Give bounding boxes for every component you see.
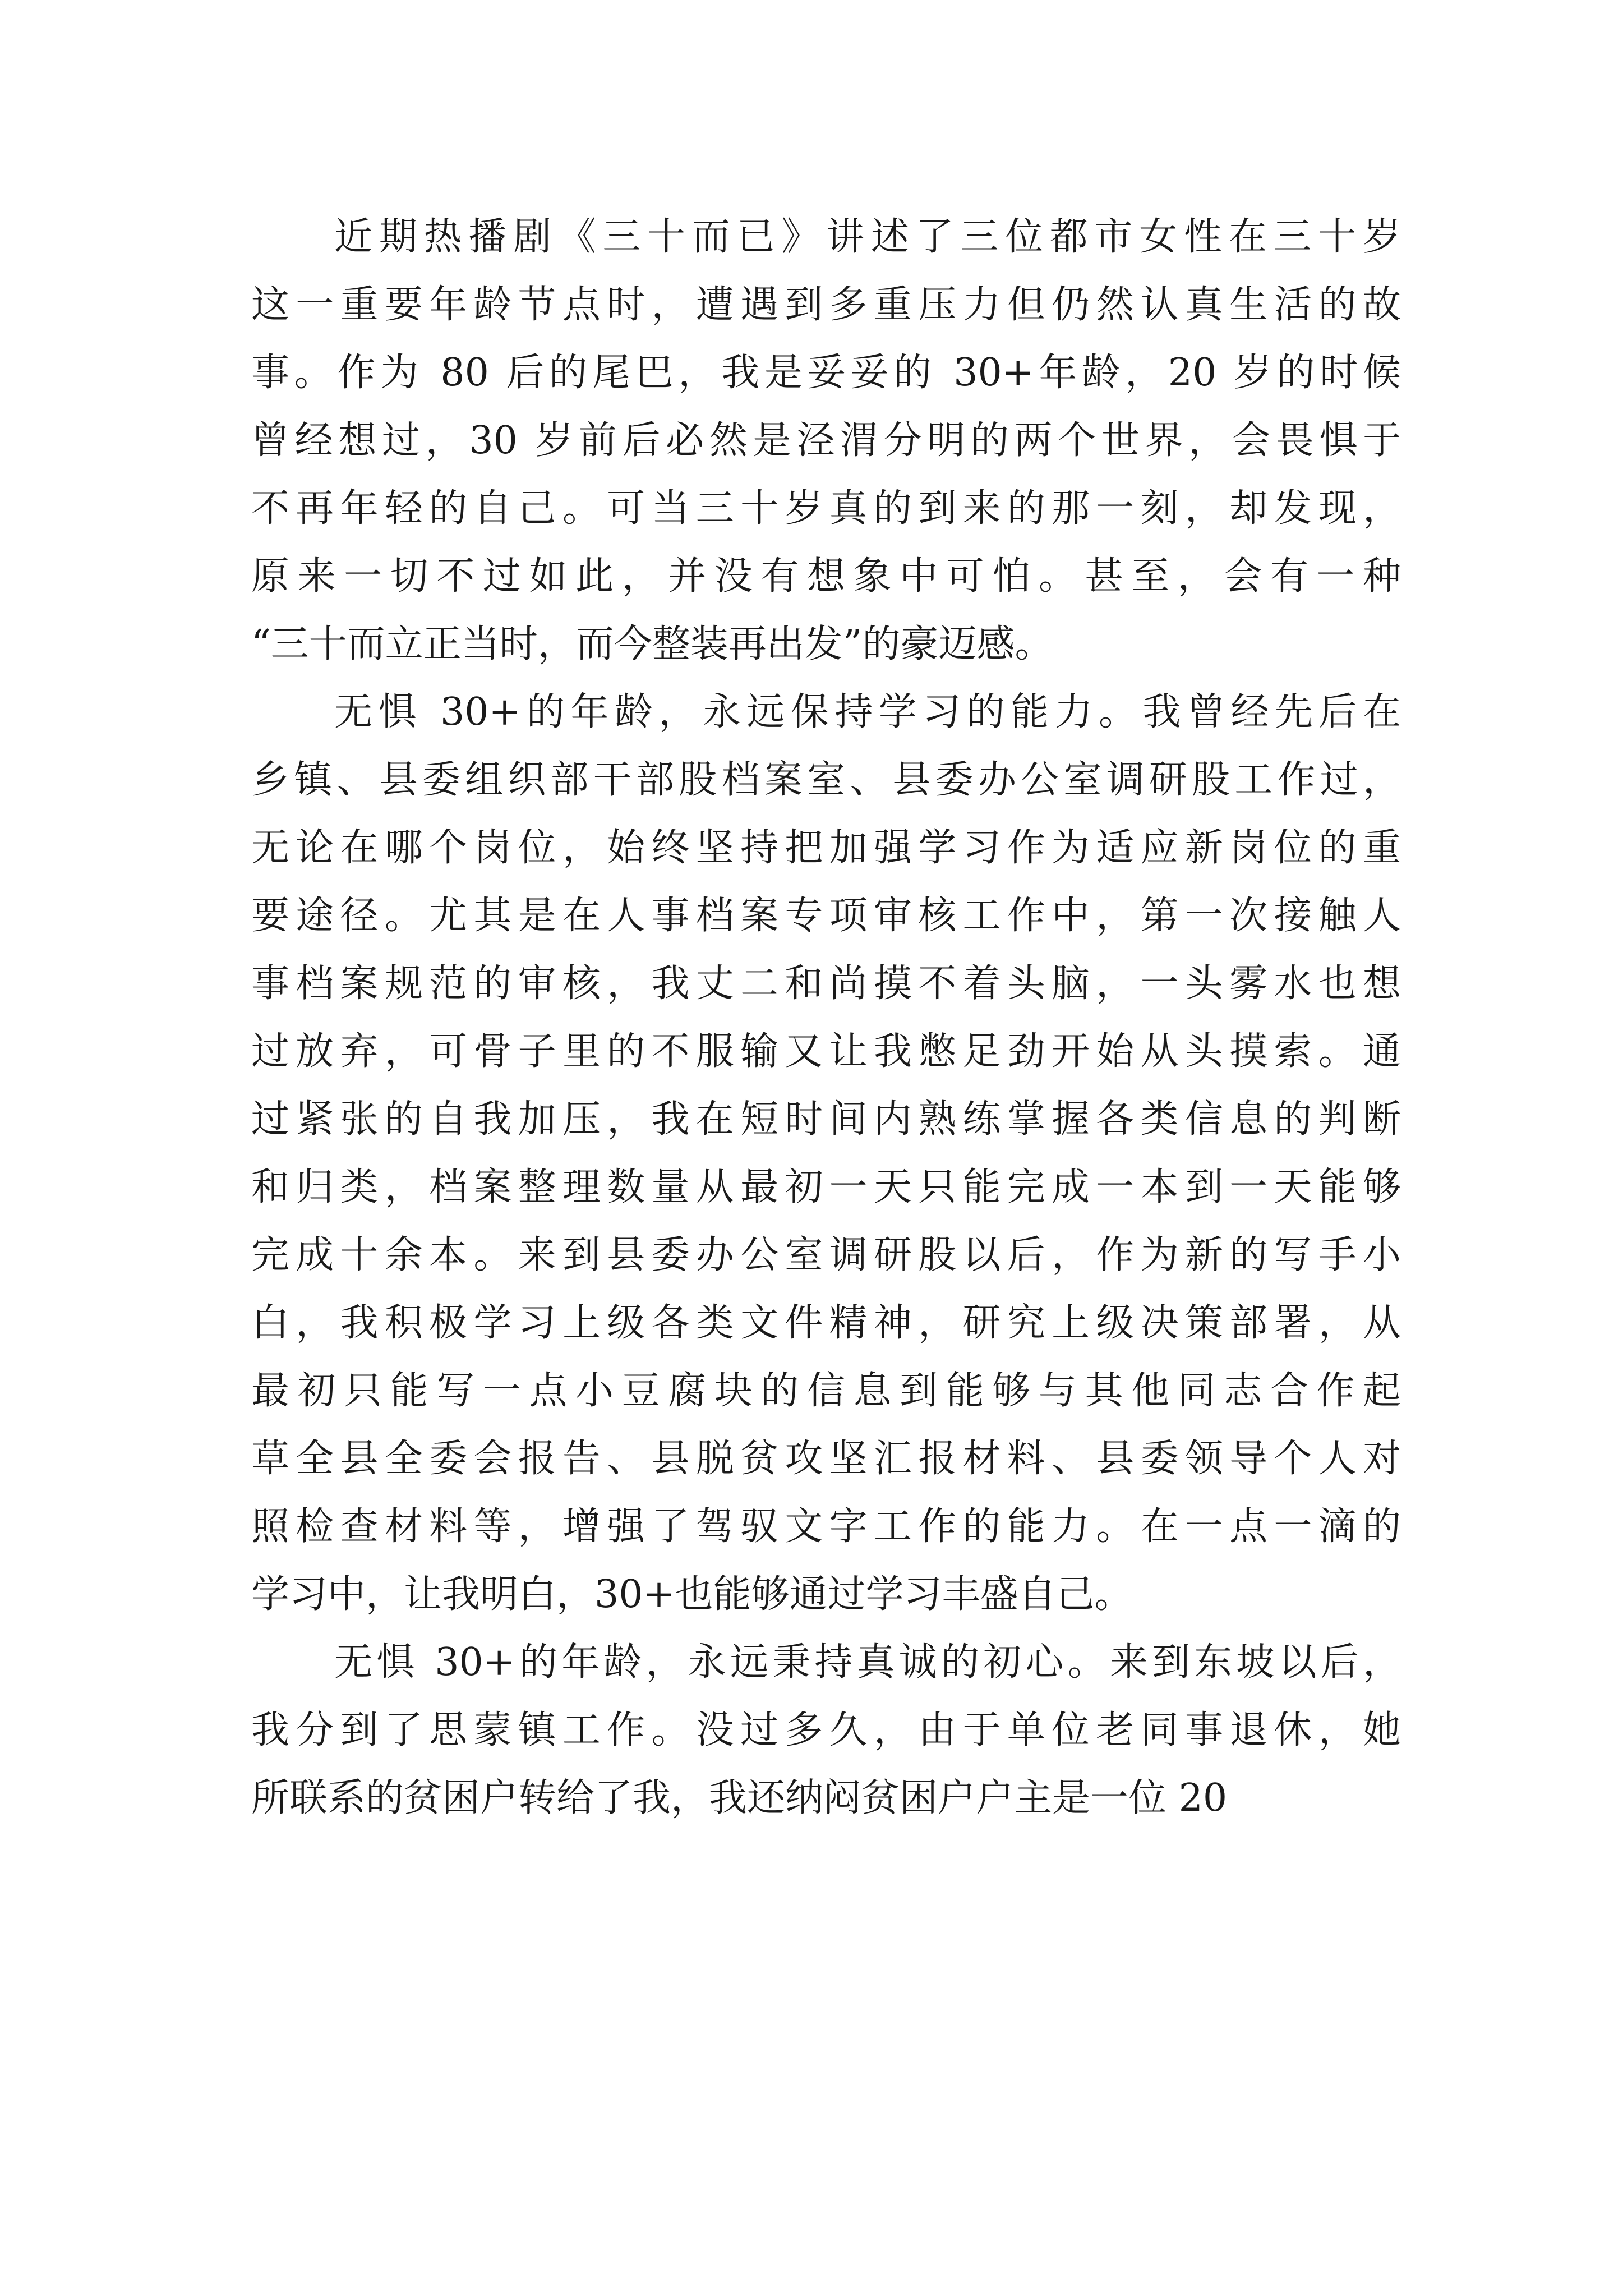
paragraph-line: 照检查材料等，增强了驾驭文字工作的能力。在一点一滴的 xyxy=(251,1504,1401,1549)
paragraph-line: 所联系的贫困户转给了我，我还纳闷贫困户户主是一位 20 xyxy=(251,1776,1228,1820)
document-body xyxy=(251,203,1401,1832)
paragraph-line: 无论在哪个岗位，始终坚持把加强学习作为适应新岗位的重 xyxy=(251,826,1401,870)
paragraph-line: 事档案规范的审核，我丈二和尚摸不着头脑，一头雾水也想 xyxy=(251,961,1401,1006)
paragraph-line: “三十而立正当时，而今整装再出发”的豪迈感。 xyxy=(251,622,1053,666)
paragraph xyxy=(251,203,1401,678)
paragraph-line: 最初只能写一点小豆腐块的信息到能够与其他同志合作起 xyxy=(251,1369,1401,1413)
paragraph-line: 乡镇、县委组织部干部股档案室、县委办公室调研股工作过， xyxy=(251,758,1401,802)
paragraph-line: 这一重要年龄节点时，遭遇到多重压力但仍然认真生活的故 xyxy=(251,283,1401,327)
paragraph-line: 和归类，档案整理数量从最初一天只能完成一本到一天能够 xyxy=(251,1165,1401,1209)
paragraph xyxy=(251,1628,1401,1832)
paragraph-line: 无惧 30+的年龄，永远保持学习的能力。我曾经先后在 xyxy=(334,690,1401,734)
paragraph-line: 原来一切不过如此，并没有想象中可怕。甚至，会有一种 xyxy=(251,554,1401,599)
paragraph-line: 学习中，让我明白，30+也能够通过学习丰盛自己。 xyxy=(251,1572,1133,1617)
paragraph-line: 我分到了思蒙镇工作。没过多久，由于单位老同事退休，她 xyxy=(251,1708,1401,1752)
paragraph-line: 草全县全委会报告、县脱贫攻坚汇报材料、县委领导个人对 xyxy=(251,1437,1401,1481)
paragraph-line: 事。作为 80 后的尾巴，我是妥妥的 30+年龄，20 岁的时候 xyxy=(251,351,1401,395)
paragraph-line: 曾经想过，30 岁前后必然是泾渭分明的两个世界，会畏惧于 xyxy=(251,418,1401,463)
paragraph-line: 过紧张的自我加压，我在短时间内熟练掌握各类信息的判断 xyxy=(251,1097,1401,1142)
paragraph-line: 无惧 30+的年龄，永远秉持真诚的初心。来到东坡以后， xyxy=(334,1640,1401,1685)
paragraph-line: 近期热播剧《三十而已》讲述了三位都市女性在三十岁 xyxy=(334,215,1401,259)
paragraph-line: 完成十余本。来到县委办公室调研股以后，作为新的写手小 xyxy=(251,1233,1401,1277)
paragraph-line: 不再年轻的自己。可当三十岁真的到来的那一刻，却发现， xyxy=(251,486,1401,531)
paragraph-line: 白，我积极学习上级各类文件精神，研究上级决策部署，从 xyxy=(251,1301,1401,1345)
paragraph-line: 过放弃，可骨子里的不服输又让我憋足劲开始从头摸索。通 xyxy=(251,1029,1401,1074)
paragraph xyxy=(251,678,1401,1628)
paragraph-line: 要途径。尤其是在人事档案专项审核工作中，第一次接触人 xyxy=(251,894,1401,938)
